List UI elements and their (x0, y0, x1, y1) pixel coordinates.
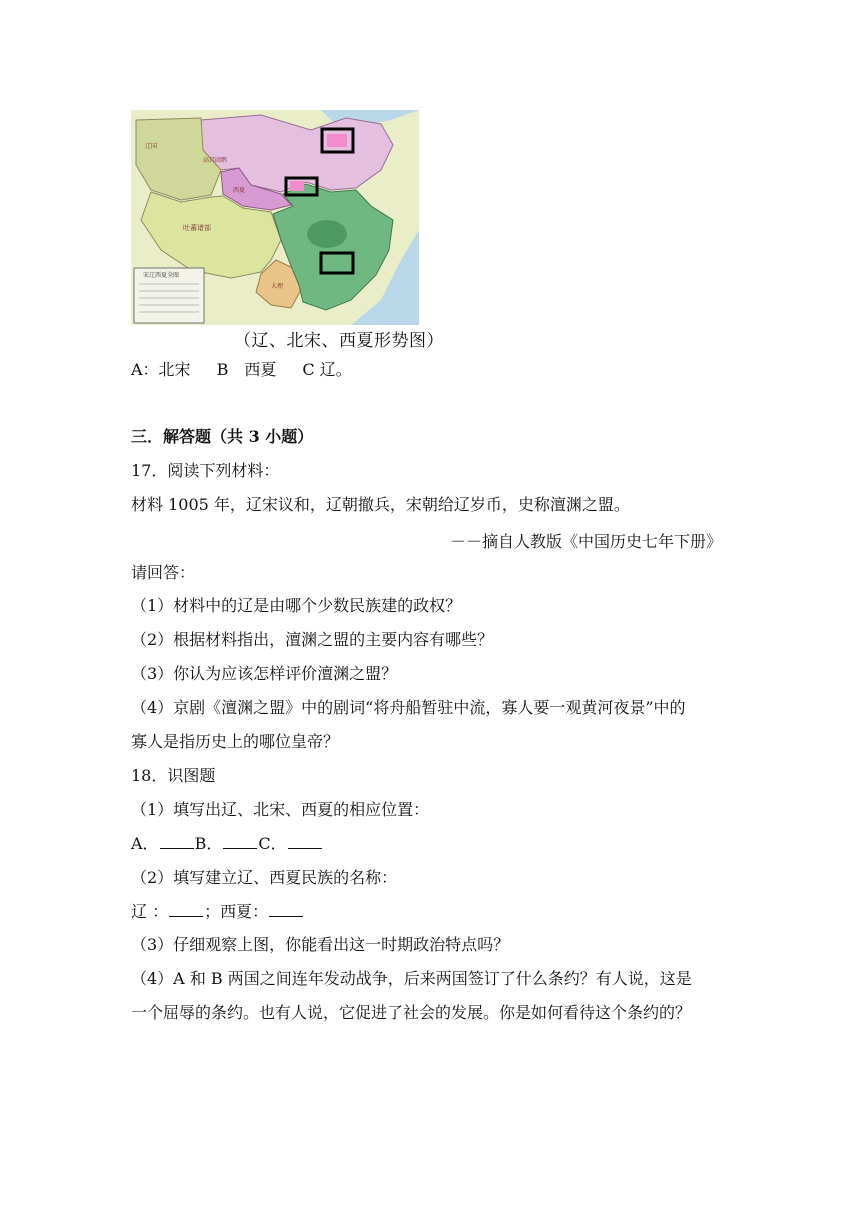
q17-sub1: （1）材料中的辽是由哪个少数民族建的政权？ (131, 596, 462, 615)
q17-material: 材料 1005 年，辽宋议和，辽朝撤兵，宋朝给辽岁币，史称澶渊之盟。 (131, 495, 630, 514)
q18-sub2: （2）填写建立辽、西夏民族的名称： (131, 868, 398, 887)
q18-sub1-answers (131, 834, 323, 854)
q18-sub4-line2: 一个屈辱的条约。也有人说，它促进了社会的发展。你是如何看待这个条约的？ (131, 1003, 692, 1022)
q18-sub1: （1）填写出辽、北宋、西夏的相应位置： (131, 800, 430, 819)
q18-sub2-answers (131, 902, 304, 922)
option-a: A：北宋 (131, 360, 191, 379)
q18-sub2-liao-label: 辽 ： (131, 902, 169, 921)
q17-source: －－摘自人教版《中国历史七年下册》 (449, 532, 722, 551)
blank-c[interactable] (288, 834, 322, 849)
map-label-huihu: 高昌回鹘 (203, 158, 228, 164)
q17-sub4-line1: （4）京剧《澶渊之盟》中的剧词“将舟船暂驻中流，寡人要一观黄河夜景”中的 (131, 698, 686, 717)
q17-sub3: （3）你认为应该怎样评价澶渊之盟？ (131, 664, 398, 683)
q17-sub4-line2: 寡人是指历史上的哪位皇帝？ (131, 732, 340, 751)
q18-sub1-a-label: A． (131, 834, 159, 853)
blank-liao[interactable] (169, 902, 203, 917)
map-legend-title: 宋辽西夏全图 (143, 273, 180, 279)
q17-title: 17．阅读下列材料： (131, 461, 280, 480)
map-label-xixia: 西夏 (233, 188, 246, 194)
q17-prompt: 请回答： (131, 563, 196, 582)
q18-sub3: （3）仔细观察上图，你能看出这一时期政治特点吗？ (131, 935, 510, 954)
blank-xixia[interactable] (269, 902, 303, 917)
q18-sub1-c-label: C． (258, 834, 287, 853)
q18-sub4-line1: （4）A 和 B 两国之间连年发动战争，后来两国签订了什么条约？有人说，这是 (131, 969, 692, 988)
q18-sub1-b-label: B． (194, 834, 223, 853)
map-image (131, 110, 419, 325)
q18-title: 18．识图题 (131, 766, 216, 785)
map-label-tubo: 吐蕃诸部 (183, 225, 211, 232)
option-c: C 辽。 (302, 360, 352, 379)
map-label-liao: 辽国 (145, 144, 158, 150)
answer-options (131, 360, 352, 380)
option-b: B 西夏 (216, 360, 277, 379)
map-caption: （辽、北宋、西夏形势图） (234, 331, 444, 351)
map-label-dali: 大理 (271, 284, 284, 290)
q18-sub2-xixia-label: ；西夏： (204, 902, 269, 921)
blank-a[interactable] (160, 834, 194, 849)
section-3-title: 三．解答题（共 3 小题） (131, 427, 314, 446)
blank-b[interactable] (223, 834, 257, 849)
q17-sub2: （2）根据材料指出，澶渊之盟的主要内容有哪些？ (131, 630, 494, 649)
